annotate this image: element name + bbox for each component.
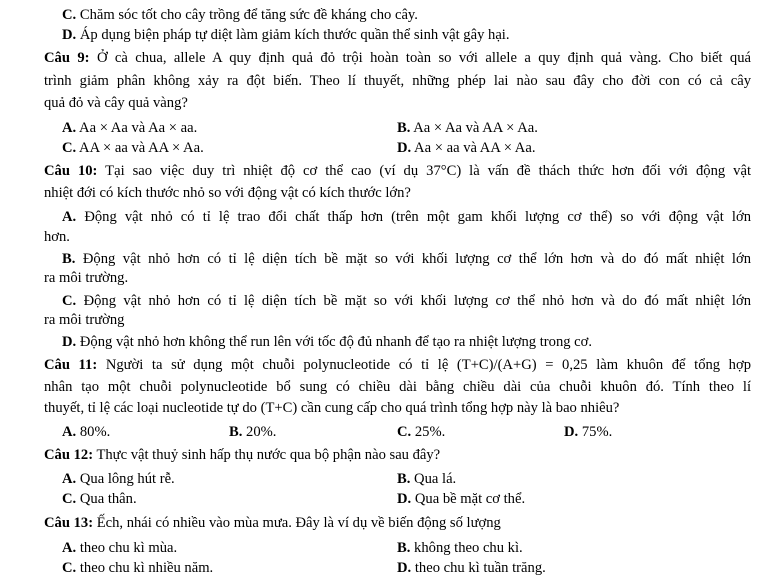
option-text: theo chu kì tuần trăng. (414, 560, 546, 576)
option-text: Áp dụng biện pháp tự diệt làm giảm kích thước quần thể sinh vật gây hại. (79, 27, 510, 43)
question-label: Câu 13: (44, 515, 94, 531)
option-letter: C. (62, 140, 77, 156)
option-letter: C. (62, 560, 77, 576)
option-letter: B. (397, 120, 411, 136)
option-letter: D. (397, 491, 412, 507)
question-text: Người ta sử dụng một chuỗi polynucleotide có tỉ lệ (T+C)/(A+G) = 0,25 làm khuôn để tổng hợp (105, 357, 751, 373)
question-label: Câu 9: (44, 50, 90, 66)
option-letter: A. (62, 540, 77, 556)
option-letter: D. (62, 27, 77, 43)
q10-stem-line-1 (44, 160, 751, 183)
option-letter: B. (62, 251, 76, 267)
option-text: Động vật nhỏ hơn có tỉ lệ diện tích bề mặt so với khối lượng cơ thể nhỏ hơn và do đó mất nhiệt lớn (83, 293, 751, 309)
option-text: theo chu kì nhiều năm. (79, 560, 214, 576)
option-text: Qua lông hút rễ. (79, 471, 175, 487)
option-text: Chăm sóc tốt cho cây trồng để tăng sức đề kháng cho cây. (79, 7, 418, 23)
option-text: AA × aa và AA × Aa. (79, 140, 204, 156)
q11-stem-line-1 (44, 354, 751, 377)
option-letter: B. (397, 471, 411, 487)
q9-option-d (397, 137, 535, 160)
q10-option-b-cont: ra môi trường. (44, 270, 129, 286)
q13-stem (44, 512, 751, 535)
q11-option-b (229, 421, 276, 444)
option-text: Aa × Aa và Aa × aa. (79, 120, 198, 136)
option-text: 80%. (79, 424, 111, 440)
q9-stem-line-1 (44, 47, 751, 70)
q12-option-d (397, 488, 525, 511)
question-text: Tại sao việc duy trì nhiệt độ cơ thể cao (ví dụ 37°C) là vấn đề thách thức hơn đối với động vật (105, 163, 751, 179)
q11-option-c (397, 421, 445, 444)
option-letter: D. (397, 560, 412, 576)
q9-option-c (62, 137, 204, 160)
option-letter: D. (397, 140, 412, 156)
q11-option-d (564, 421, 612, 444)
option-text: Aa × aa và AA × Aa. (414, 140, 536, 156)
q12-option-c (62, 488, 137, 511)
option-text: 20%. (246, 424, 277, 440)
option-text: Qua lá. (414, 471, 457, 487)
option-letter: A. (62, 120, 77, 136)
option-text: Aa × Aa và AA × Aa. (413, 120, 538, 136)
option-letter: B. (397, 540, 411, 556)
option-letter: B. (229, 424, 243, 440)
q9-stem-line-2: trình giảm phân không xảy ra đột biến. Theo lí thuyết, những phép lai nào sau đây cho đời con có cả cây (44, 73, 751, 89)
q10-stem-line-2: nhiệt đới có kích thước nhỏ so với động vật có kích thước lớn? (44, 185, 411, 201)
question-label: Câu 11: (44, 357, 98, 373)
option-text: Qua bề mặt cơ thể. (414, 491, 526, 507)
prev-option-d (62, 24, 751, 47)
q10-option-d (62, 331, 751, 354)
question-text: Thực vật thuỷ sinh hấp thụ nước qua bộ phận nào sau đây? (96, 447, 441, 463)
option-text: Động vật nhỏ hơn có tỉ lệ diện tích bề mặt so với khối lượng cơ thể lớn hơn và do đó mất nhiệt lớn (82, 251, 751, 267)
option-text: 75%. (581, 424, 613, 440)
option-letter: A. (62, 209, 77, 225)
question-label: Câu 10: (44, 163, 98, 179)
q10-option-c-cont: ra môi trường (44, 312, 125, 328)
option-letter: C. (397, 424, 412, 440)
q13-option-c (62, 557, 213, 580)
q10-option-a-cont: hơn. (44, 229, 70, 245)
option-text: Qua thân. (79, 491, 137, 507)
option-letter: C. (62, 7, 77, 23)
q11-stem-line-2: nhân tạo một chuỗi polynucleotide bổ sung có chiều dài bằng chiều dài của chuỗi khuôn đó. Tính theo lí (44, 379, 751, 395)
question-text: Ở cà chua, allele A quy định quả đỏ trội hoàn toàn so với allele a quy định quả vàng. Cho biết quá (96, 50, 751, 66)
option-letter: A. (62, 471, 77, 487)
option-letter: A. (62, 424, 77, 440)
question-label: Câu 12: (44, 447, 94, 463)
option-text: 25%. (414, 424, 446, 440)
option-letter: D. (62, 334, 77, 350)
option-letter: C. (62, 293, 77, 309)
q9-stem-line-3: quả đỏ và cây quả vàng? (44, 95, 188, 111)
q12-stem (44, 444, 751, 467)
q11-stem-line-3: thuyết, tỉ lệ các loại nucleotide tự do (T+C) cần cung cấp cho quá trình tổng hợp này là bao nhiêu? (44, 400, 620, 416)
option-letter: D. (564, 424, 579, 440)
option-text: Động vật nhỏ có tỉ lệ trao đổi chất thấp hơn (trên một gam khối lượng cơ thể) so với động vật lớn (84, 209, 751, 225)
q11-option-a (62, 421, 110, 444)
q13-option-d (397, 557, 546, 580)
question-text: Ếch, nhái có nhiều vào mùa mưa. Đây là ví dụ về biến động số lượng (96, 515, 501, 531)
option-letter: C. (62, 491, 77, 507)
option-text: Động vật nhỏ hơn không thể run lên với tốc độ đủ nhanh để tạo ra nhiệt lượng trong cơ. (79, 334, 593, 350)
option-text: không theo chu kì. (414, 540, 523, 556)
option-text: theo chu kì mùa. (79, 540, 178, 556)
